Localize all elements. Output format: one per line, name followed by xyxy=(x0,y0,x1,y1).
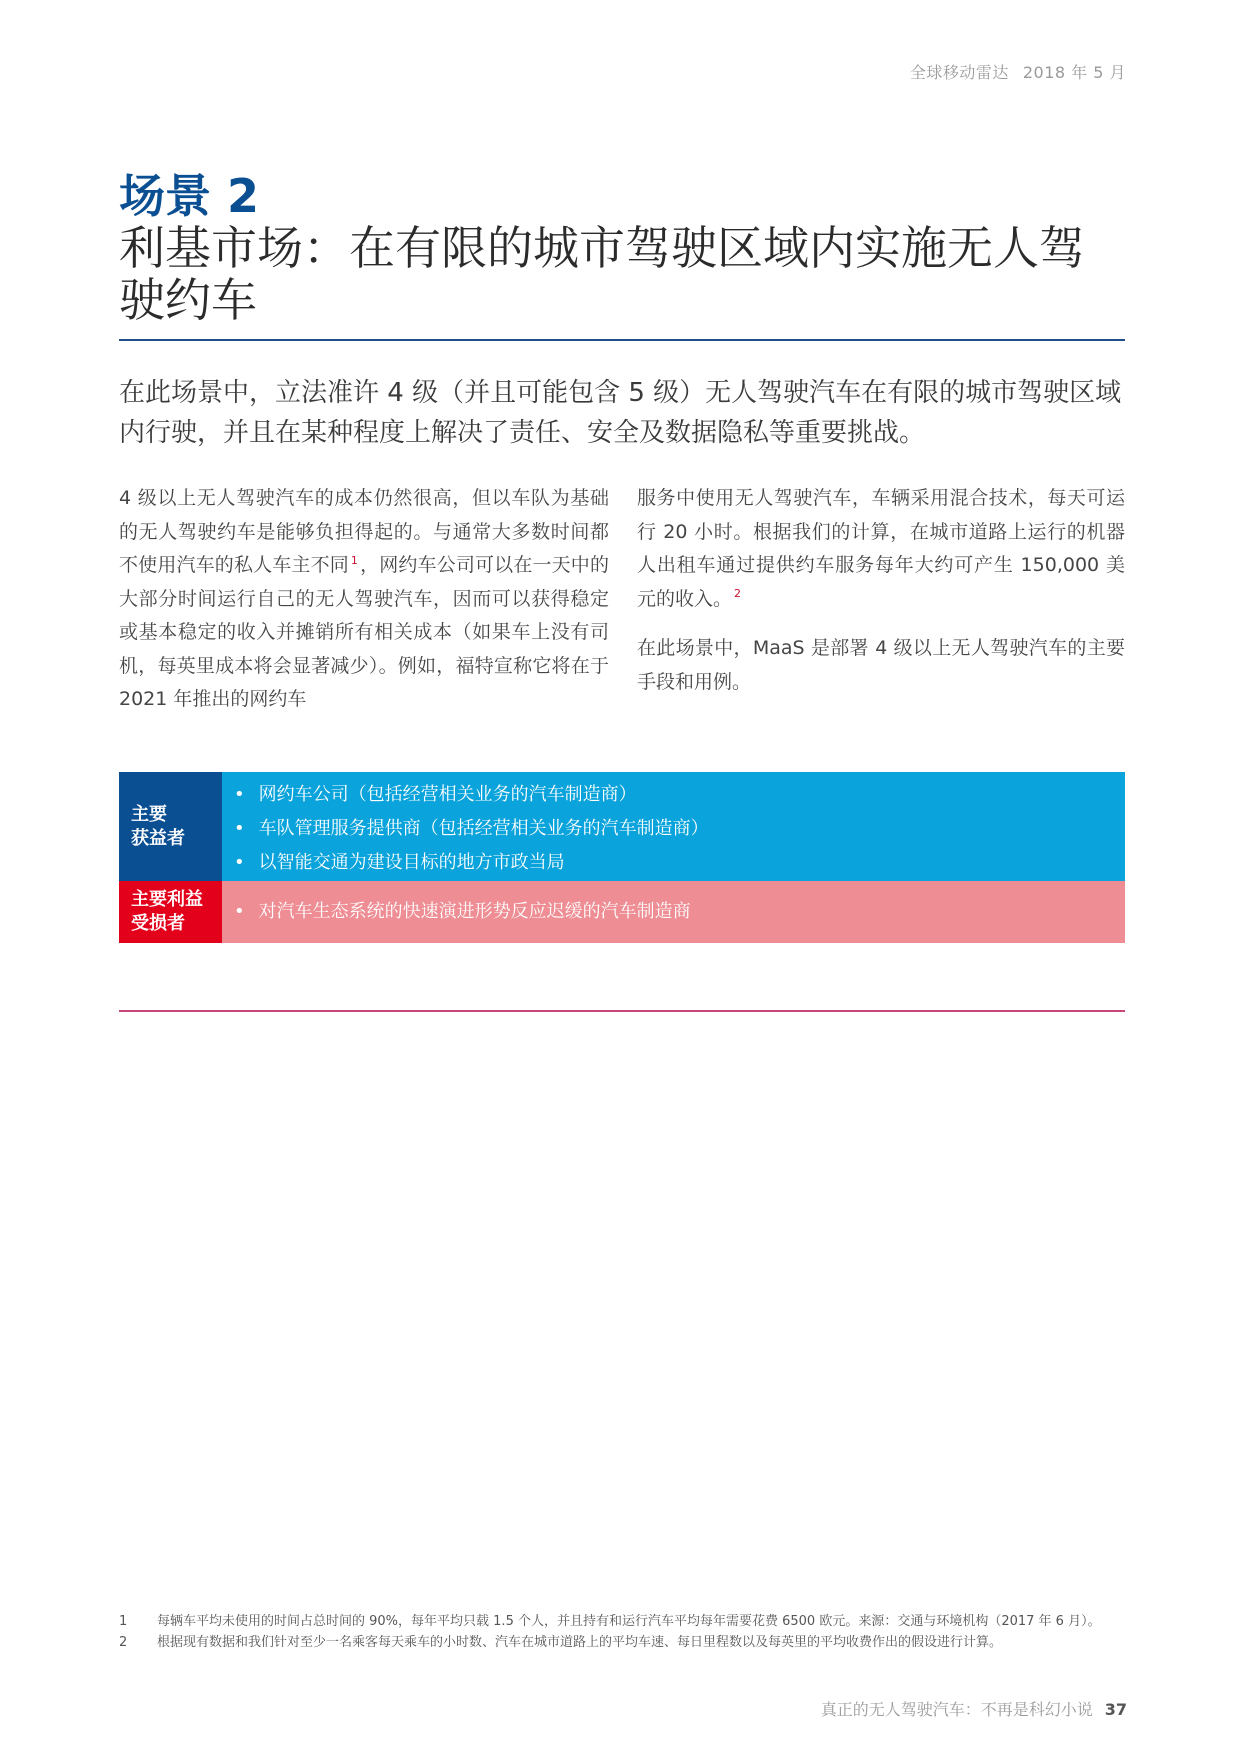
losers-list-container xyxy=(222,881,1125,943)
footnote-ref[interactable]: 1 xyxy=(350,553,358,567)
footnote-text: 每辆车平均未使用的时间占总时间的 90%，每年平均只载 1.5 个人，并且持有和运行汽车平均每年需要花费 6500 欧元。来源：交通与环境机构（2017 年 6 月）。 xyxy=(157,1614,1101,1629)
footnote-ref[interactable]: 2 xyxy=(734,587,742,601)
losers-label-line: 主要利益 xyxy=(131,889,203,910)
footnotes xyxy=(119,1613,1129,1655)
footnote-number: 1 xyxy=(119,1614,128,1629)
body-text: ，网约车公司可以在一天中的大部分时间运行自己的无人驾驶汽车，因而可以获得稳定或基本稳定的收入并摊销所有相关成本（如果车上没有司机，每英里成本将会显著减少）。例如，福特宣称它将在于 2021 年推出的网约车 xyxy=(119,554,609,710)
winners-list-container xyxy=(222,772,1125,881)
winners-panel xyxy=(119,772,1125,881)
body-paragraph xyxy=(119,482,609,717)
list-item: • 以智能交通为建设目标的地方市政当局 xyxy=(234,846,1125,880)
list-item: • 网约车公司（包括经营相关业务的汽车制造商） xyxy=(234,778,1125,812)
body-column-left xyxy=(119,482,609,733)
body-text: 服务中使用无人驾驶汽车，车辆采用混合技术，每天可运行 20 小时。根据我们的计算，在城市道路上运行的机器人出租车通过提供约车服务每年大约可产生 150,000 美元的收入。 xyxy=(637,487,1125,610)
body-paragraph: 在此场景中，MaaS 是部署 4 级以上无人驾驶汽车的主要手段和用例。 xyxy=(637,637,1125,693)
footnote xyxy=(119,1634,1129,1652)
winners-list xyxy=(222,778,1125,880)
page-number: 37 xyxy=(1104,1700,1127,1719)
page-title: 利基市场：在有限的城市驾驶区域内实施无人驾驶约车 xyxy=(119,221,1085,327)
publication-name: 全球移动雷达 xyxy=(909,63,1009,82)
winners-label xyxy=(119,772,222,881)
list-item: • 对汽车生态系统的快速演进形势反应迟缓的汽车制造商 xyxy=(234,895,691,929)
footnote-text: 根据现有数据和我们针对至少一名乘客每天乘车的小时数、汽车在城市道路上的平均车速、每日里程数以及每英里的平均收费作出的假设进行计算。 xyxy=(157,1635,1003,1650)
footnote-number: 2 xyxy=(119,1635,128,1650)
body-column-right xyxy=(637,482,1125,715)
losers-label-line: 受损者 xyxy=(131,913,185,934)
running-footer xyxy=(821,1697,1127,1720)
winners-label-line: 获益者 xyxy=(131,827,185,849)
list-item: • 车队管理服务提供商（包括经营相关业务的汽车制造商） xyxy=(234,812,1125,846)
losers-label xyxy=(119,881,222,943)
footnote xyxy=(119,1613,1129,1631)
winners-label-line: 主要 xyxy=(131,803,167,825)
losers-panel xyxy=(119,881,1125,943)
running-header xyxy=(910,60,1126,83)
scenario-kicker: 场景 2 xyxy=(119,169,260,223)
title-divider xyxy=(119,339,1125,341)
body-text: 4 级以上无人驾驶汽车的成本仍然很高，但以车队为基础的无人驾驶约车是能够负担得起的。与通常大多数时间都不使用汽车的私人车主不同 xyxy=(119,487,609,576)
publication-date: 2018 年 5 月 xyxy=(1022,63,1126,82)
lead-paragraph: 在此场景中，立法准许 4 级（并且可能包含 5 级）无人驾驶汽车在有限的城市驾驶区域内行驶，并且在某种程度上解决了责任、安全及数据隐私等重要挑战。 xyxy=(119,378,1122,448)
report-title: 真正的无人驾驶汽车：不再是科幻小说 xyxy=(820,1700,1093,1719)
body-paragraph xyxy=(637,482,1125,616)
section-divider xyxy=(119,1010,1125,1012)
losers-list xyxy=(222,895,691,929)
